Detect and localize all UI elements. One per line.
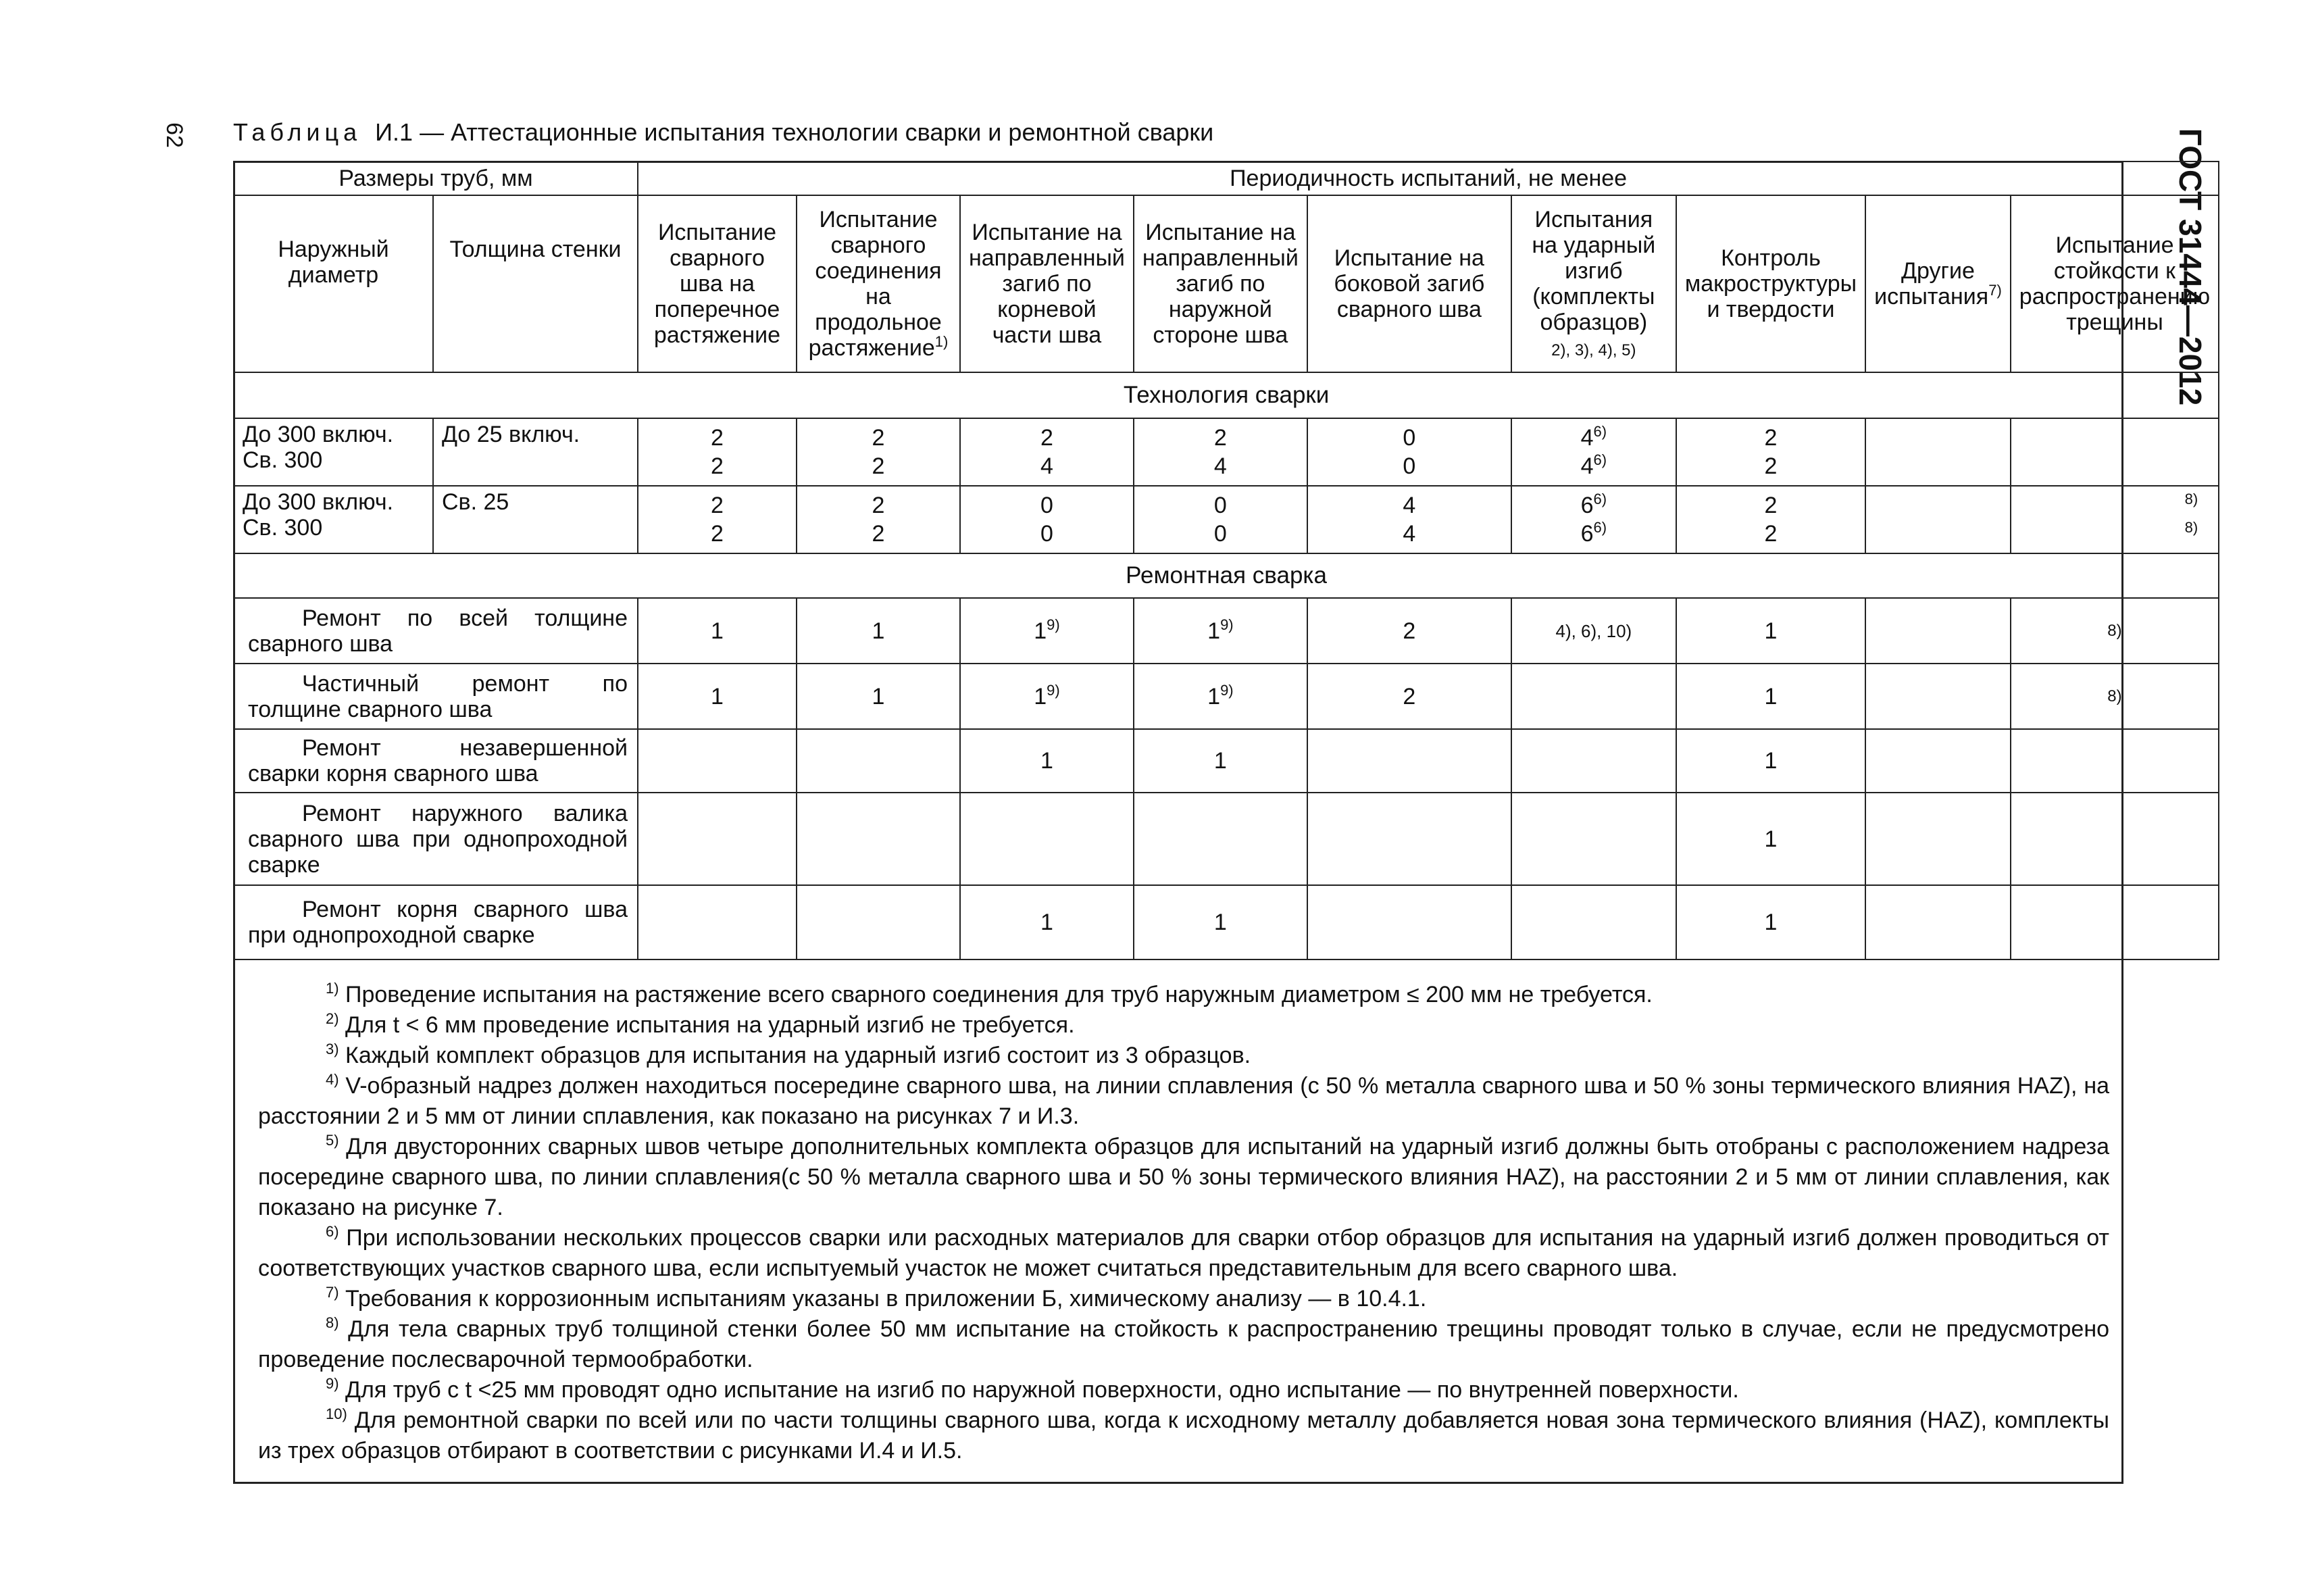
side-bend-cell: 2 — [1307, 664, 1511, 729]
footnotes — [258, 980, 2109, 1466]
outer-diameter-cell: До 300 включ. Св. 300 — [234, 418, 433, 486]
macro-hardness-cell: 1 — [1676, 664, 1865, 729]
face-bend-cell — [1134, 793, 1307, 885]
footnote: $^{5)}$ Для двусторонних сварных швов четыре дополнительных комплекта образцов для испытаний на ударный изгиб должны быть отобраны с расположением надреза посередине сварного шва, по линии сплавления(с 50 % металла сварного шва и 50 % зоны термического влияния HAZ), на расстоянии 2 и 5 мм от линии сплавления, как показано на рисунке 7. — [258, 1132, 2109, 1220]
crack-resistance-cell — [2011, 729, 2219, 793]
root-bend-cell: 1 — [960, 729, 1134, 793]
macro-hardness-cell: 2 2 — [1676, 486, 1865, 553]
side-bend-cell — [1307, 885, 1511, 959]
root-bend-cell: 2 4 — [960, 418, 1134, 486]
page-number: 62 — [161, 122, 187, 148]
attestation-table — [233, 161, 2219, 960]
col-header-impact-notes: 2), 3), 4), 5) — [1551, 341, 1636, 359]
table-row — [234, 729, 2219, 793]
crack-resistance-cell: $^{8)}$ $^{8)}$ — [2011, 486, 2219, 553]
impact-cell — [1511, 885, 1676, 959]
other-tests-cell — [1865, 418, 2011, 486]
col-header-root-bend: Испытание на направленный загиб по корневой части шва — [960, 195, 1134, 372]
repair-type-label: Ремонт наружного валика сварного шва при однопроходной сварке — [234, 793, 638, 885]
macro-hardness-cell: 2 2 — [1676, 418, 1865, 486]
other-tests-cell — [1865, 793, 2011, 885]
footnote: $^{2)}$ Для t < 6 мм проведение испытания на ударный изгиб не требуется. — [326, 1010, 1075, 1038]
macro-hardness-cell: 1 — [1676, 885, 1865, 959]
wall-thickness-cell: До 25 включ. — [433, 418, 638, 486]
footnote: $^{3)}$ Каждый комплект образцов для испытания на ударный изгиб состоит из 3 образцов. — [326, 1041, 1251, 1068]
impact-cell: 4), 6), 10) — [1511, 598, 1676, 664]
col-header-other-tests: Другие испытания$^{7)}$ — [1865, 195, 2011, 372]
section-row-repair — [234, 553, 2219, 598]
side-bend-cell: 0 0 — [1307, 418, 1511, 486]
table-row — [234, 885, 2219, 959]
other-tests-cell — [1865, 598, 2011, 664]
col-header-longitudinal-tension: Испытание сварного соединения на продольное растяжение$^{1)}$ — [797, 195, 960, 372]
table-row — [234, 793, 2219, 885]
macro-hardness-cell: 1 — [1676, 793, 1865, 885]
section-welding-technology: Технология сварки — [234, 372, 2219, 418]
footnote: $^{1)}$ Проведение испытания на растяжение всего сварного соединения для труб наружным диаметром ≤ 200 мм не требуется. — [326, 980, 1653, 1007]
other-tests-cell — [1865, 885, 2011, 959]
other-tests-cell — [1865, 664, 2011, 729]
root-bend-cell: 1$^{9)}$ — [960, 598, 1134, 664]
transverse-tension-cell: 2 2 — [638, 418, 797, 486]
longitudinal-tension-cell: 2 2 — [797, 418, 960, 486]
other-tests-cell — [1865, 486, 2011, 553]
col-header-other-tests-note: 7) — [1988, 282, 2002, 299]
col-header-outer-diameter: Наружный диаметр — [234, 195, 433, 372]
other-tests-cell — [1865, 729, 2011, 793]
longitudinal-tension-cell: 1 — [797, 598, 960, 664]
wall-thickness-cell: Св. 25 — [433, 486, 638, 553]
root-bend-cell: 1$^{9)}$ — [960, 664, 1134, 729]
side-bend-cell — [1307, 793, 1511, 885]
impact-cell: 6$^{6)}$ 6$^{6)}$ — [1511, 486, 1676, 553]
col-header-longitudinal-tension-note: 1) — [934, 333, 949, 350]
transverse-tension-cell: 2 2 — [638, 486, 797, 553]
frequency-header: Периодичность испытаний, не менее — [638, 161, 2219, 195]
table-row — [234, 486, 2219, 553]
face-bend-cell: 1 — [1134, 729, 1307, 793]
transverse-tension-cell — [638, 729, 797, 793]
crack-resistance-cell: 8) — [2011, 598, 2219, 664]
crack-resistance-cell: 8) — [2011, 664, 2219, 729]
repair-type-label: Частичный ремонт по толщине сварного шва — [234, 664, 638, 729]
impact-cell — [1511, 664, 1676, 729]
table-row — [234, 418, 2219, 486]
standard-code: ГОСТ 31444—2012 — [2173, 128, 2208, 406]
table-caption — [233, 116, 1213, 149]
caption-label: Таблица — [233, 118, 362, 146]
repair-type-label: Ремонт по всей толщине сварного шва — [234, 598, 638, 664]
face-bend-cell: 0 0 — [1134, 486, 1307, 553]
col-header-transverse-tension: Испытание сварного шва на поперечное растяжение — [638, 195, 797, 372]
header-row-1 — [234, 161, 2219, 195]
transverse-tension-cell — [638, 885, 797, 959]
footnote: $^{6)}$ При использовании нескольких процессов сварки или расходных материалов для сварки отбор образцов для испытания на ударный изгиб должен проводиться от соответствующих участков сварного шва, если испытуемый участок не может считаться представительным для всего сварного шва. — [258, 1223, 2109, 1281]
col-header-macro-hardness: Контроль макроструктуры и твердости — [1676, 195, 1865, 372]
longitudinal-tension-cell — [797, 793, 960, 885]
root-bend-cell: 0 0 — [960, 486, 1134, 553]
side-bend-cell — [1307, 729, 1511, 793]
footnote: $^{10)}$ Для ремонтной сварки по всей или по части толщины сварного шва, когда к исходному металлу добавляется новая зона термического влияния (HAZ), комплекты из трех образцов отбирают в соответствии с рисунками И.4 и И.5. — [258, 1405, 2109, 1464]
macro-hardness-cell: 1 — [1676, 598, 1865, 664]
footnote: $^{4)}$ V-образный надрез должен находиться посередине сварного шва, на линии сплавления (с 50 % металла сварного шва и 50 % зоны термического влияния HAZ), на расстоянии 2 и 5 мм от линии сплавления, как показано на рисунках 7 и И.3. — [258, 1071, 2110, 1129]
footnote: $^{9)}$ Для труб с t <25 мм проводят одно испытание на изгиб по наружной поверхности, одно испытание — по внутренней поверхности. — [326, 1375, 1739, 1403]
col-header-side-bend: Испытание на боковой загиб сварного шва — [1307, 195, 1511, 372]
longitudinal-tension-cell: 1 — [797, 664, 960, 729]
transverse-tension-cell: 1 — [638, 598, 797, 664]
impact-cell: 4$^{6)}$ 4$^{6)}$ — [1511, 418, 1676, 486]
face-bend-cell: 1 — [1134, 885, 1307, 959]
repair-type-label: Ремонт незавершенной сварки корня сварного шва — [234, 729, 638, 793]
crack-resistance-cell — [2011, 885, 2219, 959]
section-repair-welding: Ремонтная сварка — [234, 553, 2219, 598]
root-bend-cell — [960, 793, 1134, 885]
root-bend-cell: 1 — [960, 885, 1134, 959]
col-header-crack-resistance: Испытание стойкости к распространению трещины — [2011, 195, 2219, 372]
col-header-impact: Испытания на ударный изгиб (комплекты образцов) 2), 3), 4), 5) — [1511, 195, 1676, 372]
repair-type-label: Ремонт корня сварного шва при однопроходной сварке — [234, 885, 638, 959]
longitudinal-tension-cell: 2 2 — [797, 486, 960, 553]
table-row — [234, 598, 2219, 664]
side-bend-cell: 4 4 — [1307, 486, 1511, 553]
impact-cell — [1511, 729, 1676, 793]
footnote: $^{7)}$ Требования к коррозионным испытаниям указаны в приложении Б, химическому анализу — в 10.4.1. — [326, 1284, 1427, 1312]
longitudinal-tension-cell — [797, 729, 960, 793]
pipe-sizes-header: Размеры труб, мм — [234, 161, 638, 195]
crack-resistance-cell — [2011, 418, 2219, 486]
header-row-2 — [234, 195, 2219, 372]
footnote: $^{8)}$ Для тела сварных труб толщиной стенки более 50 мм испытание на стойкость к распространению трещины проводят только в случае, если не предусмотрено проведение послесварочной термообработки. — [258, 1314, 2110, 1372]
face-bend-cell: 2 4 — [1134, 418, 1307, 486]
outer-diameter-cell: До 300 включ. Св. 300 — [234, 486, 433, 553]
crack-resistance-cell — [2011, 793, 2219, 885]
table-row — [234, 664, 2219, 729]
caption-text: И.1 — Аттестационные испытания технологии сварки и ремонтной сварки — [375, 118, 1214, 146]
col-header-face-bend: Испытание на направленный загиб по наружной стороне шва — [1134, 195, 1307, 372]
transverse-tension-cell — [638, 793, 797, 885]
longitudinal-tension-cell — [797, 885, 960, 959]
side-bend-cell: 2 — [1307, 598, 1511, 664]
face-bend-cell: 1$^{9)}$ — [1134, 598, 1307, 664]
col-header-wall-thickness: Толщина стенки — [433, 195, 638, 372]
face-bend-cell: 1$^{9)}$ — [1134, 664, 1307, 729]
impact-cell — [1511, 793, 1676, 885]
macro-hardness-cell: 1 — [1676, 729, 1865, 793]
transverse-tension-cell: 1 — [638, 664, 797, 729]
section-row-welding — [234, 372, 2219, 418]
